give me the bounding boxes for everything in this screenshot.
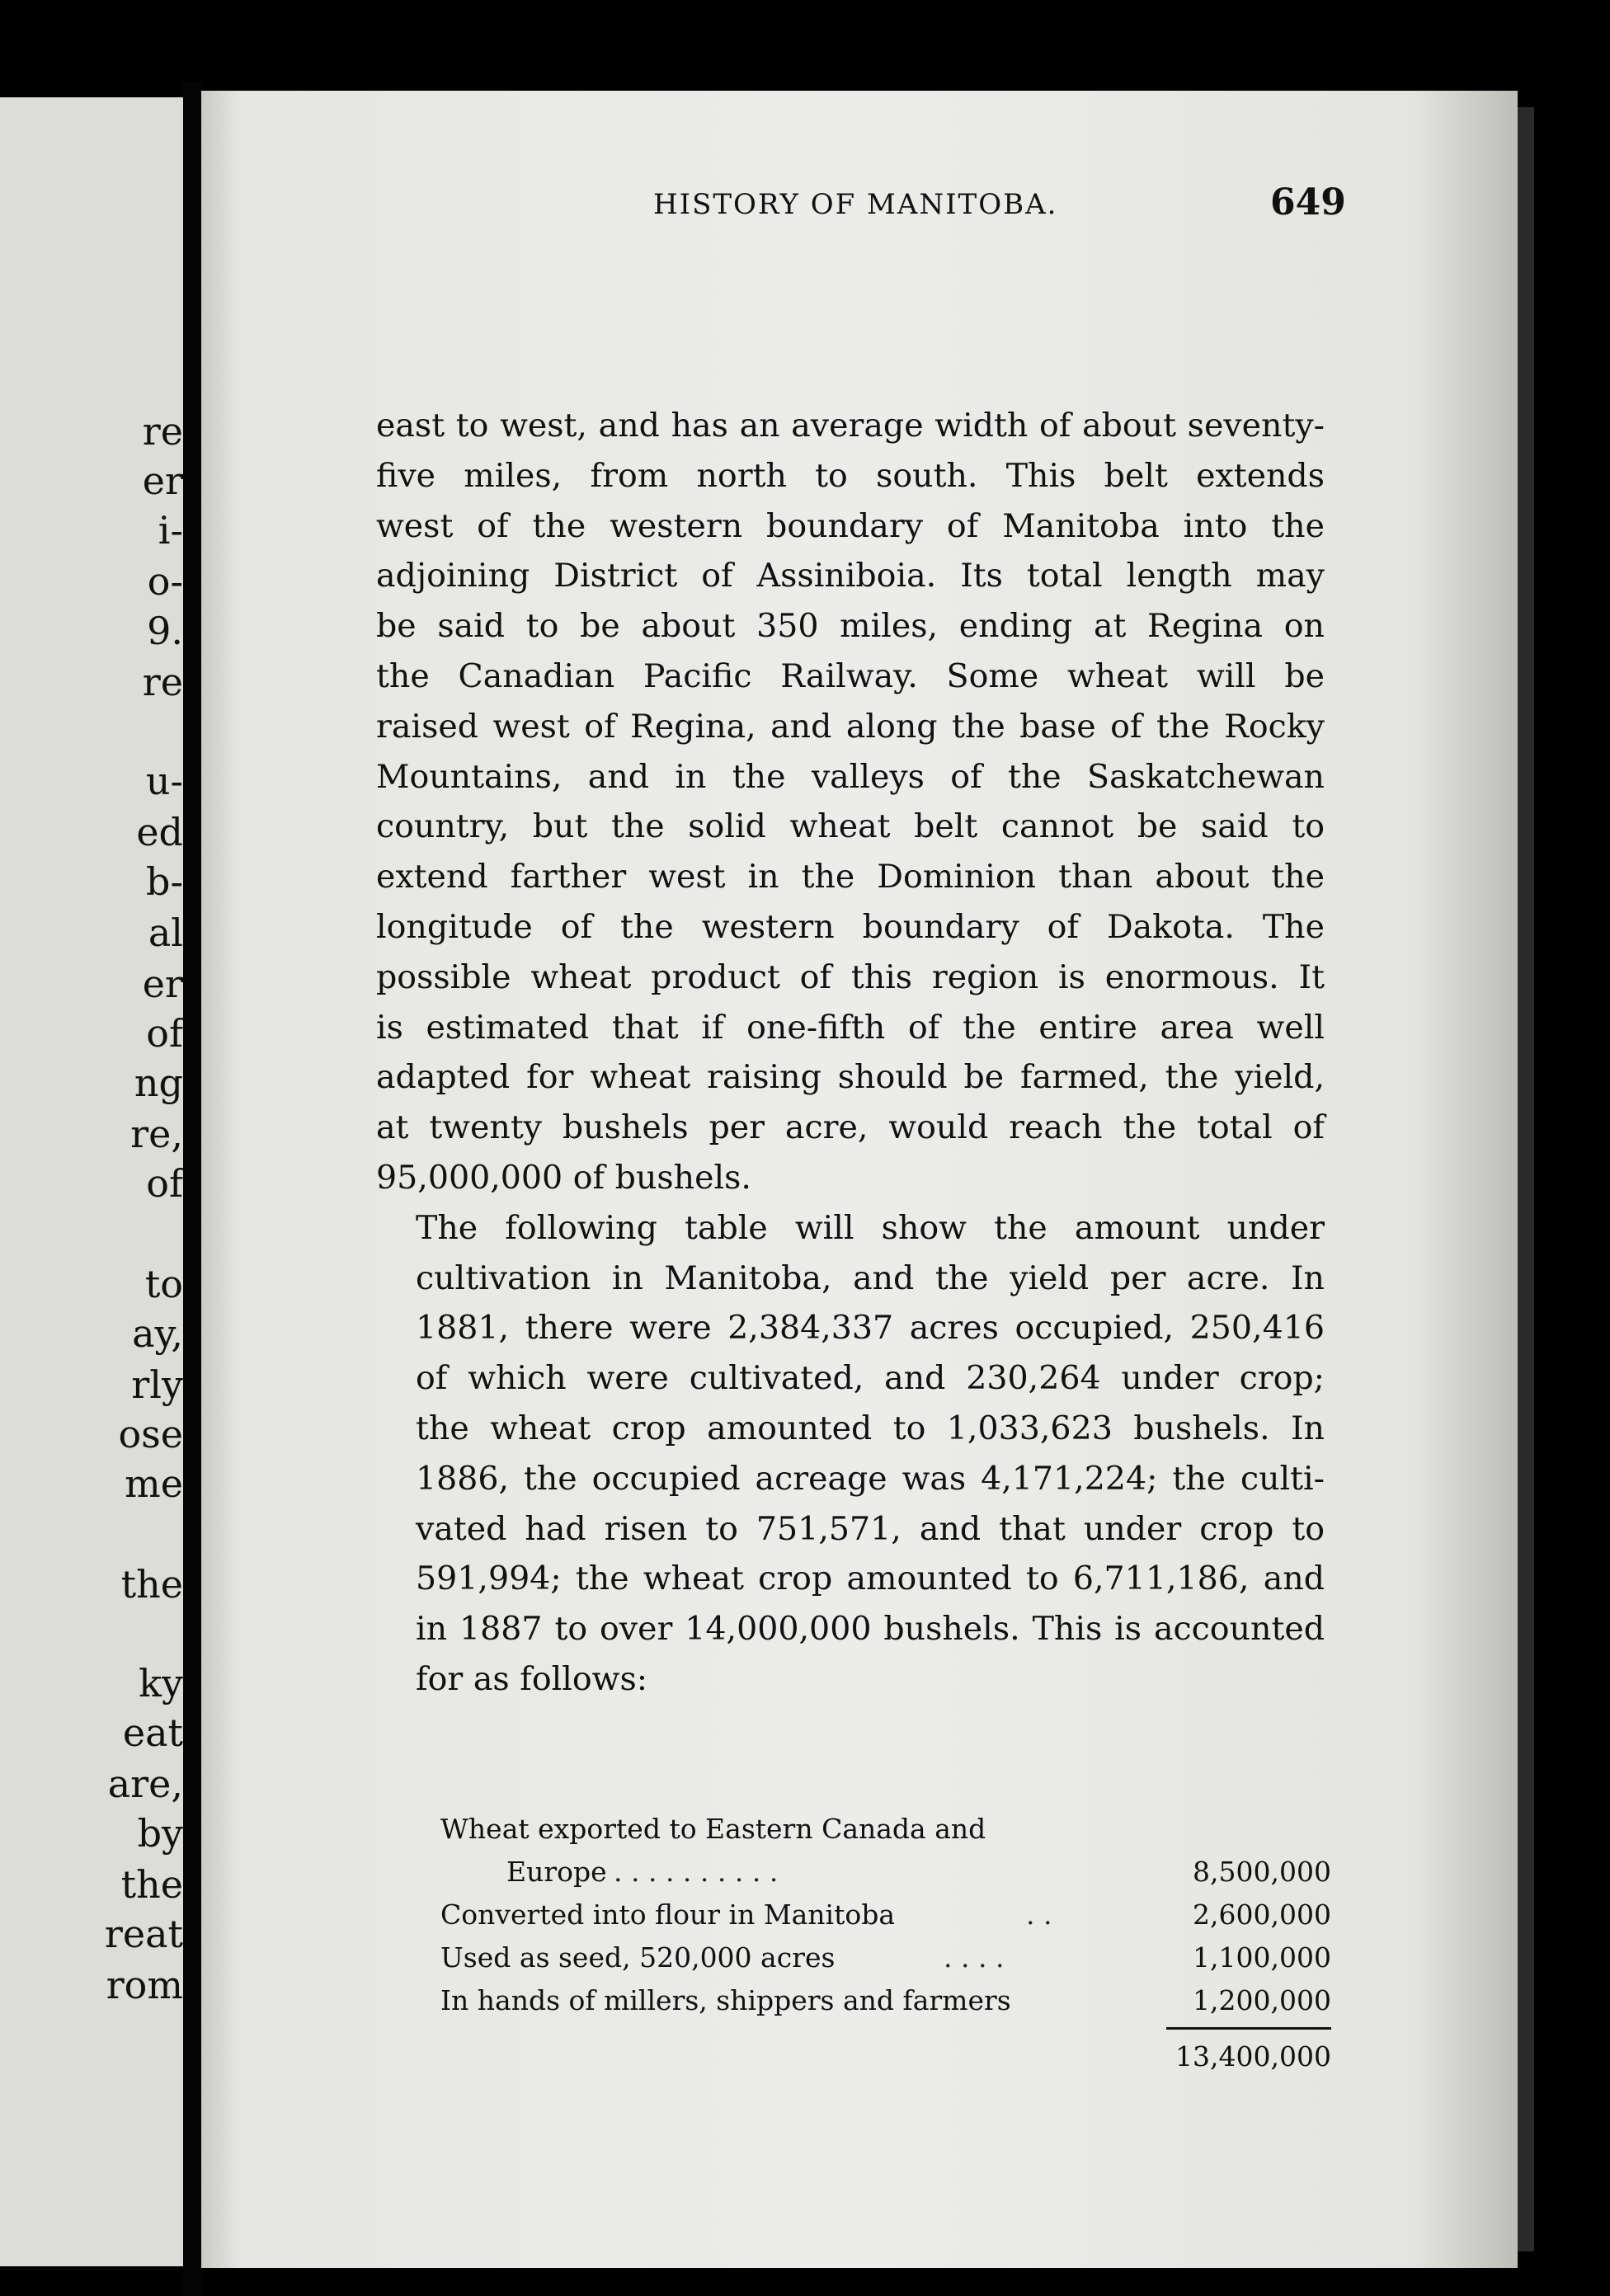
left-page-text-fragment: er [142, 962, 183, 1006]
dot-leader: . . . . [944, 1941, 1005, 1974]
text-line: the Canadian Pacific Railway. Some wheat will be [376, 656, 1325, 695]
table-row [440, 1936, 1331, 1979]
text-line: be said to be about 350 miles, ending at Regina on [376, 607, 1325, 646]
left-page-text-fragment: re, [130, 1112, 183, 1156]
wheat-disposal-table [440, 1808, 1331, 2080]
text-line: country, but the solid wheat belt cannot be said to [376, 807, 1325, 846]
table-row [440, 1851, 1331, 1894]
table-row [440, 1894, 1331, 1936]
body-text [376, 401, 1325, 1705]
dot-leader: . . [1026, 1898, 1052, 1931]
left-page-text-fragment: er [142, 459, 183, 503]
total-value: 13,400,000 [1175, 2040, 1331, 2073]
left-page-text-fragment: reat [104, 1912, 183, 1956]
row-label: In hands of millers, shippers and farmers [440, 1984, 1011, 2016]
left-page-text-fragment: al [148, 910, 183, 955]
table-row [440, 1979, 1331, 2022]
left-page-text-fragment: b- [146, 859, 183, 904]
text-line: in 1887 to over 14,000,000 bushels. This is accounted [416, 1610, 1325, 1649]
left-page-text-fragment: eat [122, 1710, 183, 1755]
total-rule [440, 2022, 1331, 2034]
left-page-text-fragment: rly [131, 1362, 183, 1407]
text-line: of which were cultivated, and 230,264 under crop; [416, 1359, 1325, 1398]
text-line: possible wheat product of this region is enormous. It [376, 957, 1325, 996]
left-page-text-fragment: of [146, 1161, 183, 1206]
left-page-text-fragment: ay, [132, 1311, 183, 1356]
left-page-text-fragment: me [125, 1461, 183, 1506]
row-value: 1,200,000 [1193, 1984, 1331, 2016]
text-line: adapted for wheat raising should be farmed, the yield, [376, 1058, 1325, 1097]
paragraph-1 [376, 401, 1325, 1203]
left-page-text-fragment: of [146, 1011, 183, 1056]
left-page-text-fragment: rom [106, 1963, 183, 2007]
text-line: is estimated that if one-fifth of the entire area well [376, 1008, 1325, 1047]
text-line: five miles, from north to south. This belt extends [376, 456, 1325, 495]
left-page-text-fragment: ky [139, 1661, 183, 1706]
text-line: vated had risen to 751,571, and that under crop to [416, 1509, 1325, 1548]
text-line: west of the western boundary of Manitoba into the [376, 506, 1325, 545]
left-page-text-fragment: ed [136, 810, 183, 854]
binding-gutter [183, 82, 201, 2296]
left-page-text-fragment: 9. [147, 609, 183, 653]
row-value: 2,600,000 [1193, 1898, 1331, 1931]
text-line: the wheat crop amounted to 1,033,623 bushels. In [416, 1409, 1325, 1447]
row-label: Europe [506, 1856, 607, 1888]
text-line: cultivation in Manitoba, and the yield per acre. In [416, 1259, 1325, 1297]
paragraph-2 [376, 1203, 1325, 1705]
text-line: raised west of Regina, and along the base of the Rocky [376, 707, 1325, 746]
left-page-text-fragment: to [144, 1262, 183, 1306]
row-label: Converted into flour in Manitoba [440, 1898, 896, 1931]
left-page-text-fragment: u- [145, 759, 183, 803]
book-page [201, 91, 1518, 2268]
running-title: HISTORY OF MANITOBA. [653, 188, 1058, 221]
left-page-fragment [0, 97, 183, 2266]
page-number: 649 [1270, 181, 1346, 223]
left-page-text-fragment: the [120, 1562, 183, 1607]
text-line: 591,994; the wheat crop amounted to 6,711,186, and [416, 1560, 1325, 1598]
left-page-text-fragment: i- [158, 508, 183, 553]
text-line: for as follows: [416, 1659, 648, 1698]
left-page-text-fragment: ng [134, 1061, 183, 1105]
text-line: longitude of the western boundary of Dakota. The [376, 907, 1325, 946]
left-page-text-fragment: by [137, 1811, 183, 1856]
row-value: 1,100,000 [1193, 1941, 1331, 1974]
row-label: Wheat exported to Eastern Canada and [440, 1813, 986, 1845]
text-line: east to west, and has an average width of about seventy- [376, 407, 1325, 445]
left-page-text-fragment: ose [118, 1412, 183, 1456]
total-row [440, 2034, 1331, 2080]
left-page-text-fragment: the [120, 1862, 183, 1907]
text-line: Mountains, and in the valleys of the Saskatchewan [376, 757, 1325, 796]
text-line: The following table will show the amount under [416, 1208, 1325, 1247]
table-row [440, 1808, 1331, 1851]
left-page-text-fragment: are, [107, 1762, 183, 1806]
left-page-text-fragment: o- [147, 559, 183, 604]
text-line: at twenty bushels per acre, would reach the total of [376, 1108, 1325, 1147]
text-line: adjoining District of Assiniboia. Its total length may [376, 557, 1325, 595]
left-page-text-fragment: re [142, 409, 183, 454]
left-page-text-fragment: re [142, 660, 183, 704]
row-value: 8,500,000 [1193, 1856, 1331, 1888]
dot-leader: . . . . . . . . . . [614, 1856, 779, 1888]
text-line: 1886, the occupied acreage was 4,171,224; the culti- [416, 1459, 1325, 1498]
text-line: 95,000,000 of bushels. [376, 1158, 751, 1197]
page-edge-shadow [1518, 107, 1534, 2251]
row-label: Used as seed, 520,000 acres [440, 1941, 836, 1974]
text-line: extend farther west in the Dominion than about the [376, 858, 1325, 896]
text-line: 1881, there were 2,384,337 acres occupied, 250,416 [416, 1309, 1325, 1348]
